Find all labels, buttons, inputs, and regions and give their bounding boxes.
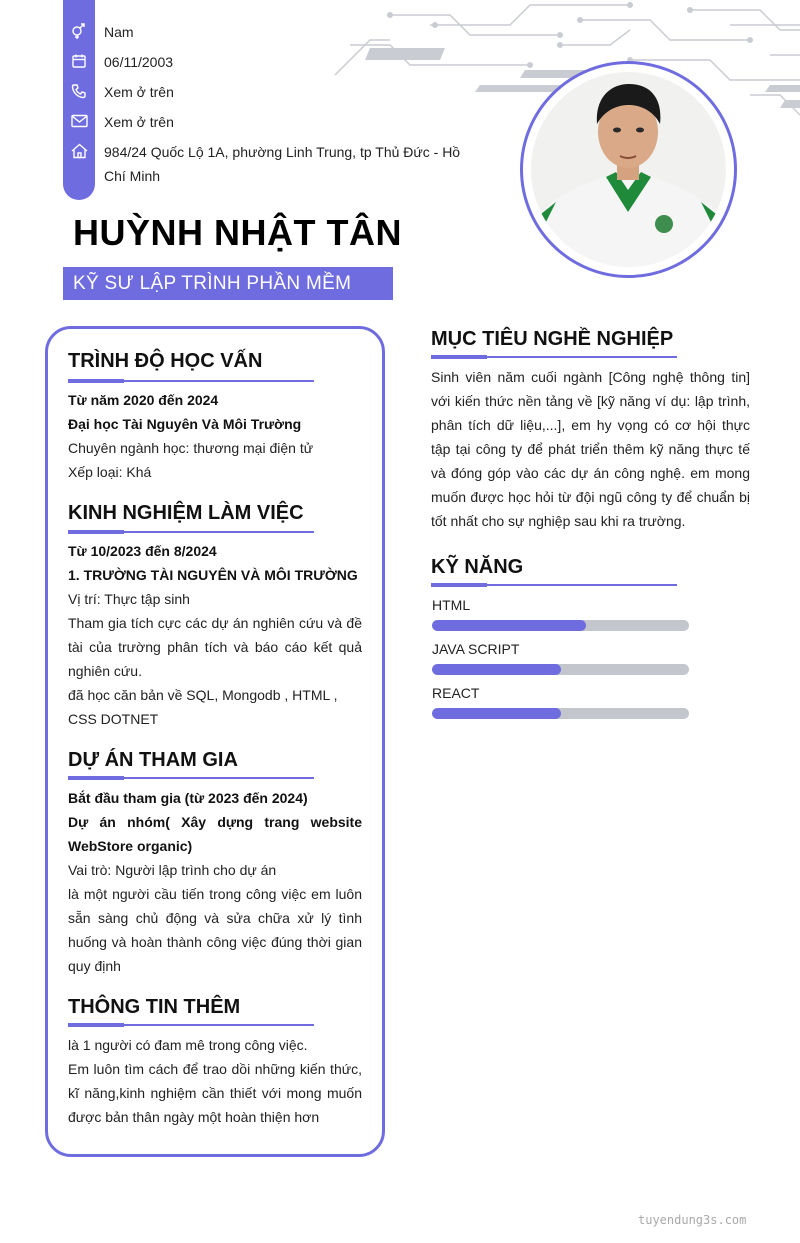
skill-label-react: REACT (432, 685, 480, 701)
gender-icon (68, 20, 90, 42)
candidate-name: HUỲNH NHẬT TÂN (73, 212, 402, 253)
home-icon (68, 140, 90, 162)
projects-divider (68, 777, 314, 779)
contact-email (68, 110, 464, 134)
experience-org: 1. TRƯỜNG TÀI NGUYÊN VÀ MÔI TRƯỜNG (68, 567, 358, 583)
objective-divider (431, 356, 677, 358)
objective-heading: MỤC TIÊU NGHỀ NGHIỆP (431, 328, 674, 350)
experience-period: Từ 10/2023 đến 8/2024 (68, 543, 217, 559)
skill-label-html: HTML (432, 597, 471, 613)
experience-heading: KINH NGHIỆM LÀM VIỆC (68, 502, 304, 524)
extra-line2: Em luôn tìm cách để trao dồi những kiến thức, kĩ năng,kinh nghiệm cần thiết với mong muốn được bản thân ngày một hoàn thiện hơn (68, 1061, 362, 1125)
address-value: 984/24 Quốc Lộ 1A, phường Linh Trung, tp Thủ Đức - Hồ Chí Minh (104, 144, 461, 184)
education-school: Đại học Tài Nguyên Và Môi Trường (68, 416, 302, 432)
calendar-icon (68, 50, 90, 72)
education-divider (68, 380, 314, 382)
experience-position: Vị trí: Thực tập sinh (68, 591, 190, 607)
contact-gender (68, 20, 464, 44)
email-value: Xem ở trên (104, 114, 174, 130)
project-desc: là một người cầu tiến trong công việc em luôn sẵn sàng chủ động và sửa chữa xử lý tình huống và hoàn thành công việc đúng thời gian quy định (68, 886, 362, 974)
skills-heading: KỸ NĂNG (431, 556, 524, 578)
experience-divider (68, 531, 314, 533)
experience-skills: đã học căn bản về SQL, Mongodb , HTML , CSS DOTNET (68, 687, 338, 727)
skills-divider (431, 584, 677, 586)
email-icon (68, 110, 90, 132)
job-title: KỸ SƯ LẬP TRÌNH PHẦN MỀM (63, 267, 393, 300)
skill-bar-javascript (432, 664, 689, 675)
gender-value: Nam (104, 24, 134, 40)
skill-fill-react (432, 708, 561, 719)
watermark: tuyendung3s.com (638, 1213, 747, 1227)
phone-value: Xem ở trên (104, 84, 174, 100)
extra-line1: là 1 người có đam mê trong công việc. (68, 1037, 308, 1053)
extra-divider (68, 1024, 314, 1026)
experience-desc: Tham gia tích cực các dự án nghiên cứu và đề tài của trường phân tích và báo cáo kết quả nghiên cứu. (68, 615, 362, 679)
projects-heading: DỰ ÁN THAM GIA (68, 749, 238, 771)
skill-bar-react (432, 708, 689, 719)
contact-phone (68, 80, 464, 104)
education-major: Chuyên ngành học: thương mại điện tử (68, 440, 314, 456)
avatar (531, 72, 726, 267)
education-period: Từ năm 2020 đến 2024 (68, 392, 219, 408)
skill-fill-javascript (432, 664, 561, 675)
education-heading: TRÌNH ĐỘ HỌC VẤN (68, 350, 263, 372)
project-role: Vai trò: Người lập trình cho dự án (68, 862, 277, 878)
project-period: Bắt đầu tham gia (từ 2023 đến 2024) (68, 790, 308, 806)
phone-icon (68, 80, 90, 102)
education-rank: Xếp loại: Khá (68, 464, 152, 480)
contact-address (68, 140, 464, 188)
skill-bar-html (432, 620, 689, 631)
project-name: Dự án nhóm( Xây dựng trang website WebStore organic) (68, 814, 362, 854)
skill-fill-html (432, 620, 586, 631)
extra-heading: THÔNG TIN THÊM (68, 996, 241, 1018)
skill-label-javascript: JAVA SCRIPT (432, 641, 520, 657)
objective-text: Sinh viên năm cuối ngành [Công nghệ thông tin] với kiến thức nền tảng về [kỹ năng ví dụ: lập trình, phân tích dữ liệu,...], em hy vọng có cơ hội thực tập tại công ty để phát triển thêm kỹ năng thực tế và đóng góp vào các dự án công nghệ. em mong muốn được học hỏi từ đội ngũ công ty để chuẩn bị tốt nhất cho sự nghiệp sau khi ra trường. (431, 369, 750, 529)
birthday-value: 06/11/2003 (104, 54, 174, 70)
contact-birthday (68, 50, 464, 74)
